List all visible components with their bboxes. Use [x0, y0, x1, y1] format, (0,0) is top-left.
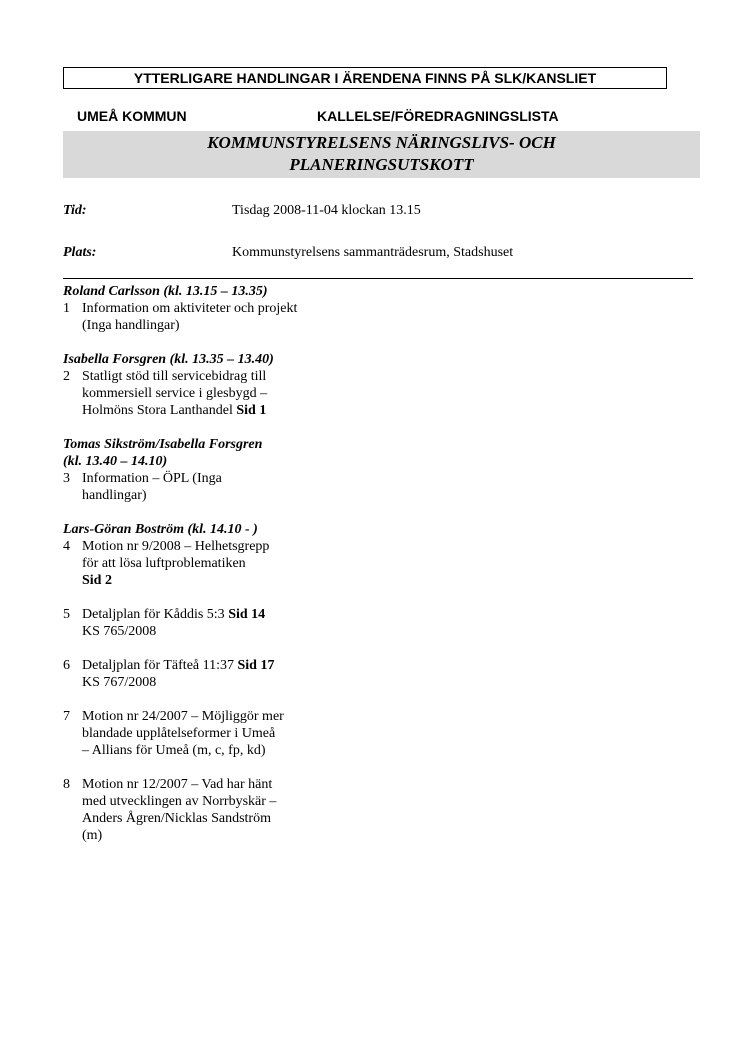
item-text: Statligt stöd till servicebidrag till [82, 369, 267, 384]
item-text: Information – ÖPL (Inga [82, 471, 222, 486]
item-text: kommersiell service i glesbygd – [82, 386, 268, 401]
item-number: 6 [63, 658, 70, 673]
item-text: (Inga handlingar) [82, 318, 180, 333]
documents-notice: YTTERLIGARE HANDLINGAR I ÄRENDENA FINNS PÅ SLK/KANSLIET [63, 67, 667, 89]
item-text: för att lösa luftproblematiken [82, 556, 246, 571]
item-text: – Allians för Umeå (m, c, fp, kd) [82, 743, 266, 758]
agenda-list [63, 283, 383, 844]
item-text: Motion nr 24/2007 – Möjliggör mer [82, 709, 284, 724]
case-number: KS 767/2008 [82, 675, 157, 690]
agenda-item [63, 470, 383, 504]
item-text: handlingar) [82, 488, 147, 503]
item-text: Holmöns Stora Lanthandel [82, 403, 233, 418]
item-text: Motion nr 12/2007 – Vad har hänt [82, 777, 273, 792]
agenda-item [63, 538, 383, 589]
section-divider [63, 278, 693, 279]
item-number: 1 [63, 301, 70, 316]
presenter-time: (kl. 13.40 – 14.10) [63, 454, 168, 469]
agenda-item [63, 657, 383, 691]
page-reference: Sid 17 [237, 658, 275, 673]
committee-banner [63, 131, 700, 178]
place-label: Plats: [63, 245, 97, 260]
agenda-item [63, 606, 383, 640]
agenda-item [63, 300, 383, 334]
item-number: 7 [63, 709, 70, 724]
municipality-name: UMEÅ KOMMUN [77, 108, 187, 124]
document-type: KALLELSE/FÖREDRAGNINGSLISTA [317, 108, 559, 124]
item-text: Information om aktiviteter och projekt [82, 301, 298, 316]
item-number: 2 [63, 369, 70, 384]
item-text: Motion nr 9/2008 – Helhetsgrepp [82, 539, 270, 554]
agenda-item [63, 776, 383, 844]
item-number: 3 [63, 471, 70, 486]
item-text: Detaljplan för Täfteå 11:37 [82, 658, 234, 673]
committee-title-line2: PLANERINGSUTSKOTT [289, 155, 474, 174]
item-text: Anders Ågren/Nicklas Sandström [82, 811, 271, 826]
time-label: Tid: [63, 203, 87, 218]
agenda-item [63, 368, 383, 419]
item-text: Detaljplan för Kåddis 5:3 [82, 607, 225, 622]
item-text: (m) [82, 828, 103, 843]
item-text: med utvecklingen av Norrbyskär – [82, 794, 277, 809]
presenter-heading: Tomas Sikström/Isabella Forsgren [63, 437, 263, 452]
committee-title-line1: KOMMUNSTYRELSENS NÄRINGSLIVS- OCH [207, 133, 556, 152]
page-reference: Sid 14 [228, 607, 266, 622]
case-number: KS 765/2008 [82, 624, 157, 639]
page-reference: Sid 2 [82, 573, 112, 588]
presenter-heading: Roland Carlsson (kl. 13.15 – 13.35) [63, 284, 268, 299]
time-value: Tisdag 2008-11-04 klockan 13.15 [232, 203, 421, 218]
page-reference: Sid 1 [236, 403, 267, 418]
place-value: Kommunstyrelsens sammanträdesrum, Stadshuset [232, 245, 514, 260]
agenda-item [63, 708, 383, 759]
presenter-heading: Isabella Forsgren (kl. 13.35 – 13.40) [63, 352, 274, 367]
presenter-heading: Lars-Göran Boström (kl. 14.10 - ) [63, 522, 258, 537]
item-text: blandade upplåtelseformer i Umeå [82, 726, 276, 741]
item-number: 5 [63, 607, 70, 622]
item-number: 4 [63, 539, 70, 554]
item-number: 8 [63, 777, 70, 792]
